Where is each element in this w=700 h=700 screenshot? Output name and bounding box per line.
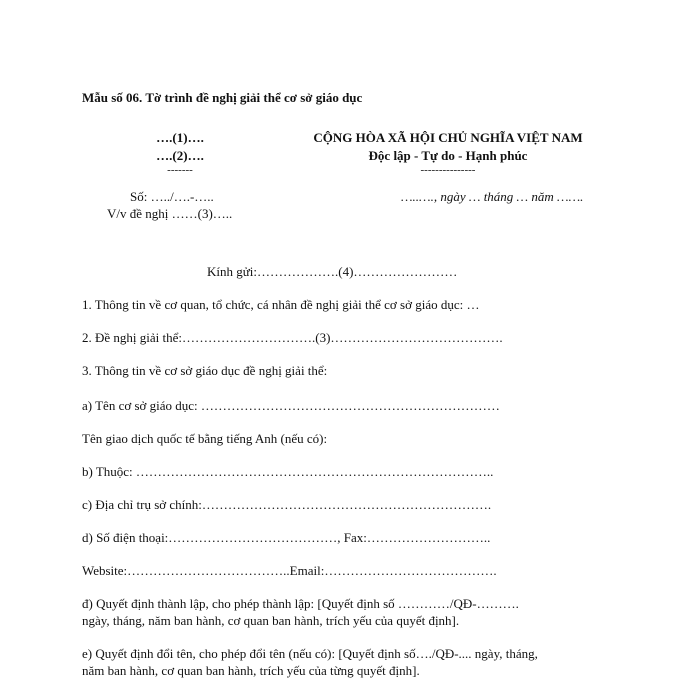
body-line-10: đ) Quyết định thành lập, cho phép thành lập: [Quyết định số …………/QĐ-………. [82, 596, 519, 611]
body-line-1: 1. Thông tin về cơ quan, tổ chức, cá nhân đề nghị giải thể cơ sở giáo dục: … [82, 297, 480, 312]
body-line-5: Tên giao dịch quốc tế bằng tiếng Anh (nếu có): [82, 431, 328, 446]
national-title: CỘNG HÒA XÃ HỘI CHỦ NGHĨA VIỆT NAM [313, 130, 583, 145]
recipient-line: Kính gửi:……………….(4)…………………… [207, 264, 458, 279]
body-line-11: ngày, tháng, năm ban hành, cơ quan ban hành, trích yếu của quyết định]. [82, 613, 460, 628]
body-line-2: 2. Đề nghị giải thể:………………………….(3)…………………………………. [82, 330, 503, 345]
body-line-9: Website:………………………………..Email:…………………………………. [82, 563, 497, 578]
national-motto: Độc lập - Tự do - Hạnh phúc [368, 148, 528, 163]
document-number: Số: …../….-….. [130, 189, 214, 204]
page-title: Mẫu số 06. Tờ trình đề nghị giải thể cơ sở giáo dục [82, 90, 363, 105]
date-line: …..…., ngày … tháng … năm ……. [401, 189, 584, 204]
body-line-3: 3. Thông tin về cơ sở giáo dục đề nghị giải thể: [82, 363, 328, 378]
body-line-12: e) Quyết định đổi tên, cho phép đổi tên (nếu có): [Quyết định số…./QĐ-.... ngày, tháng, [82, 646, 538, 661]
body-line-4: a) Tên cơ sở giáo dục: …………………………………………………………… [82, 398, 500, 413]
body-line-8: d) Số điện thoại:…………………………………, Fax:……………………….. [82, 530, 491, 545]
motto-rule: --------------- [420, 164, 476, 176]
subject-line: V/v đề nghị ……(3)….. [107, 206, 233, 221]
body-line-6: b) Thuộc: ……………………………………………………………………….. [82, 464, 494, 479]
body-line-13: năm ban hành, cơ quan ban hành, trích yếu của từng quyết định]. [82, 663, 420, 678]
agency-name-line1: ….(1)…. [156, 130, 204, 145]
agency-name-line2: ….(2)…. [156, 148, 204, 163]
agency-rule: ------- [167, 164, 193, 176]
body-line-7: c) Địa chỉ trụ sở chính:…………………………………………………………. [82, 497, 492, 512]
